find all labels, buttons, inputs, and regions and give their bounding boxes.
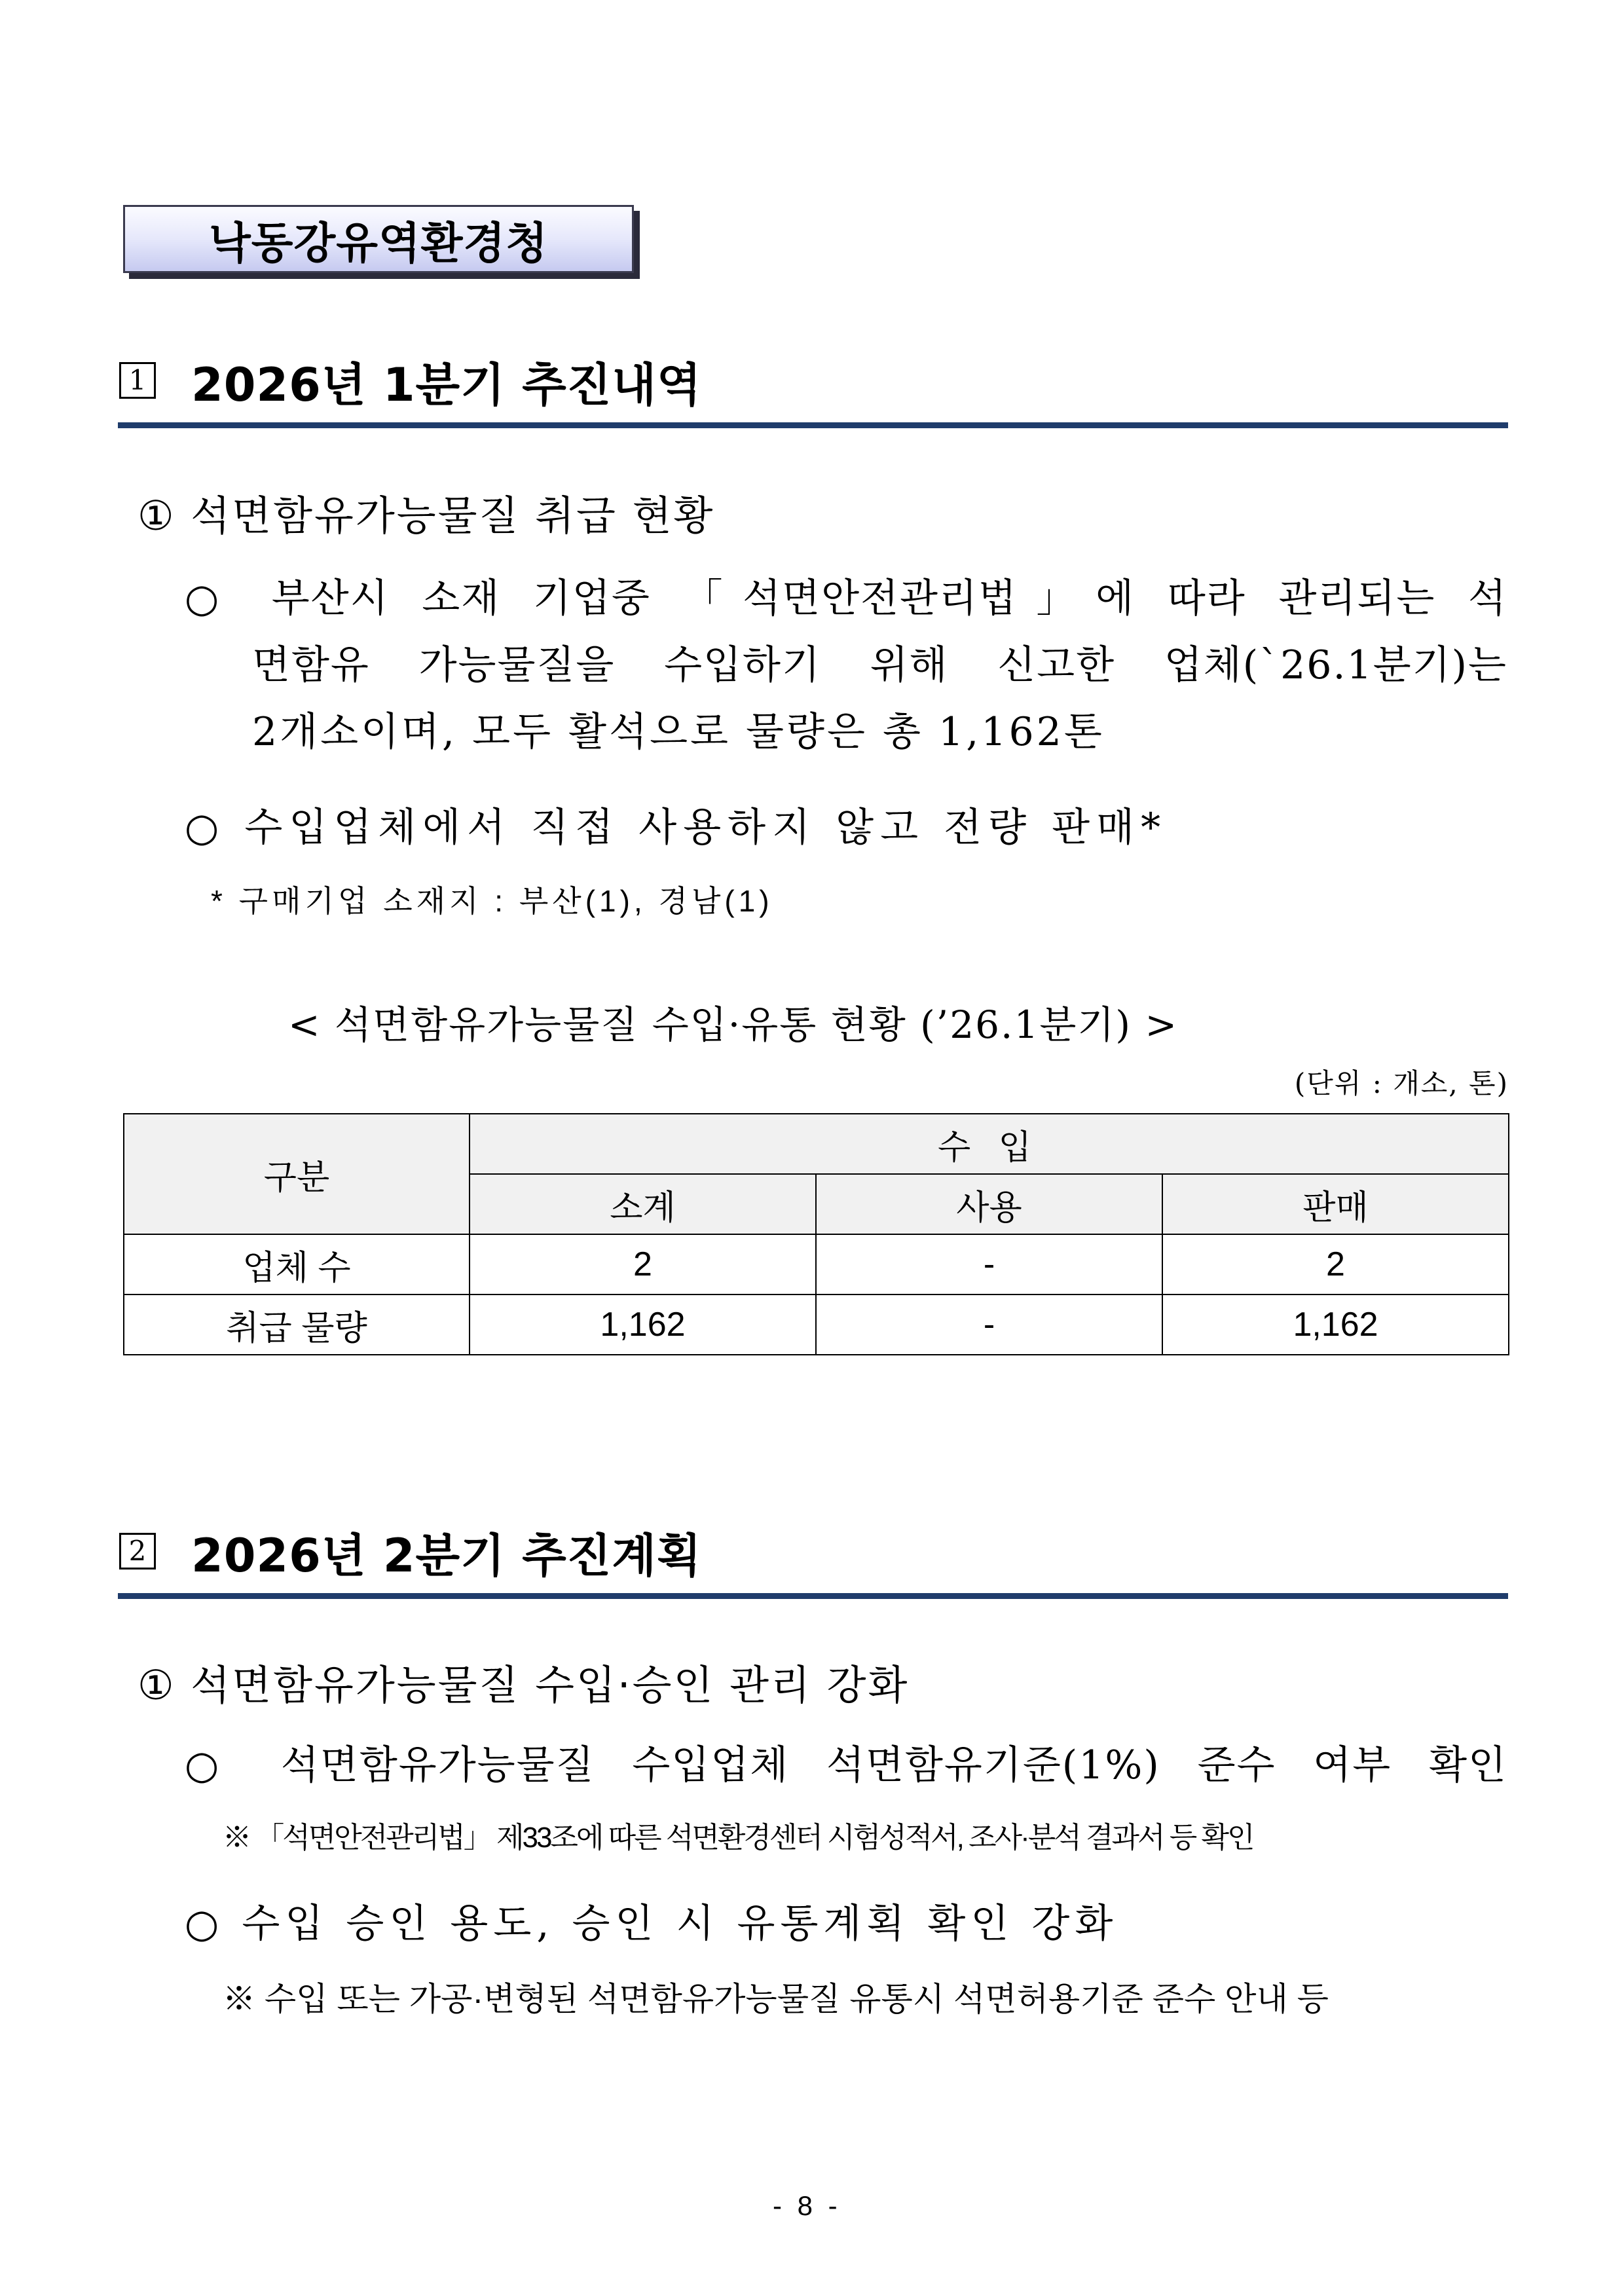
section2-note1: ※ 「석면안전관리법」 제33조에 따른 석면환경센터 시험성적서, 조사·분석 결과서 등 확인: [223, 1822, 1253, 1854]
table-cell: 2: [470, 1234, 816, 1294]
section1-note: * 구매기업 소재지 : 부산(1), 경남(1): [211, 884, 773, 918]
section2-sub1-heading: ① 석면함유가능물질 수입·승인 관리 강화: [138, 1661, 910, 1709]
agency-title-box: [123, 205, 634, 273]
section1-divider: [118, 422, 1508, 428]
table-cell: -: [816, 1294, 1162, 1355]
table-cell: 1,162: [470, 1294, 816, 1355]
section2-divider: [118, 1593, 1508, 1599]
table-cell: 2: [1162, 1234, 1509, 1294]
section1-number-box: 1: [119, 362, 156, 399]
row-label: 업체 수: [124, 1234, 470, 1294]
table-cell: -: [816, 1234, 1162, 1294]
table-row: [124, 1294, 1509, 1355]
section1-bullet1-line1: ○ 부산시 소재 기업중 「석면안전관리법」에 따라 관리되는 석: [185, 576, 1507, 621]
subheader-subtotal: 소계: [470, 1174, 816, 1234]
section1-title: 2026년 1분기 추진내역: [191, 358, 702, 412]
row-label: 취급 물량: [124, 1294, 470, 1355]
table-caption: < 석면함유가능물질 수입·유통 현황 (’26.1분기) >: [288, 1002, 1179, 1047]
import-distribution-table: [123, 1113, 1509, 1355]
section2-title: 2026년 2분기 추진계획: [191, 1529, 702, 1583]
subheader-sale: 판매: [1162, 1174, 1509, 1234]
agency-title: 낙동강유역환경청: [208, 217, 549, 268]
section1-bullet2: ○ 수입업체에서 직접 사용하지 않고 전량 판매*: [185, 805, 1168, 851]
section2-bullet1: ○ 석면함유가능물질 수입업체 석면함유기준(1%) 준수 여부 확인: [185, 1742, 1507, 1788]
header-import: 수 입: [470, 1114, 1509, 1174]
table-cell: 1,162: [1162, 1294, 1509, 1355]
table-unit: (단위 : 개소, 톤): [1294, 1067, 1509, 1099]
page-number: - 8 -: [773, 2190, 841, 2221]
section1-bullet1-line2: 면함유 가능물질을 수입하기 위해 신고한 업체(`26.1분기)는: [252, 642, 1507, 688]
table-row: [124, 1234, 1509, 1294]
section2-bullet2: ○ 수입 승인 용도, 승인 시 유통계획 확인 강화: [185, 1901, 1118, 1947]
section1-sub1-heading: ① 석면함유가능물질 취급 현황: [138, 492, 715, 540]
section2-note2: ※ 수입 또는 가공·변형된 석면함유가능물질 유통시 석면허용기준 준수 안내 등: [223, 1981, 1329, 2017]
header-category: 구분: [124, 1114, 470, 1234]
subheader-use: 사용: [816, 1174, 1162, 1234]
section1-bullet1-line3: 2개소이며, 모두 활석으로 물량은 총 1,162톤: [252, 709, 1105, 755]
section2-number-box: 2: [119, 1533, 156, 1570]
